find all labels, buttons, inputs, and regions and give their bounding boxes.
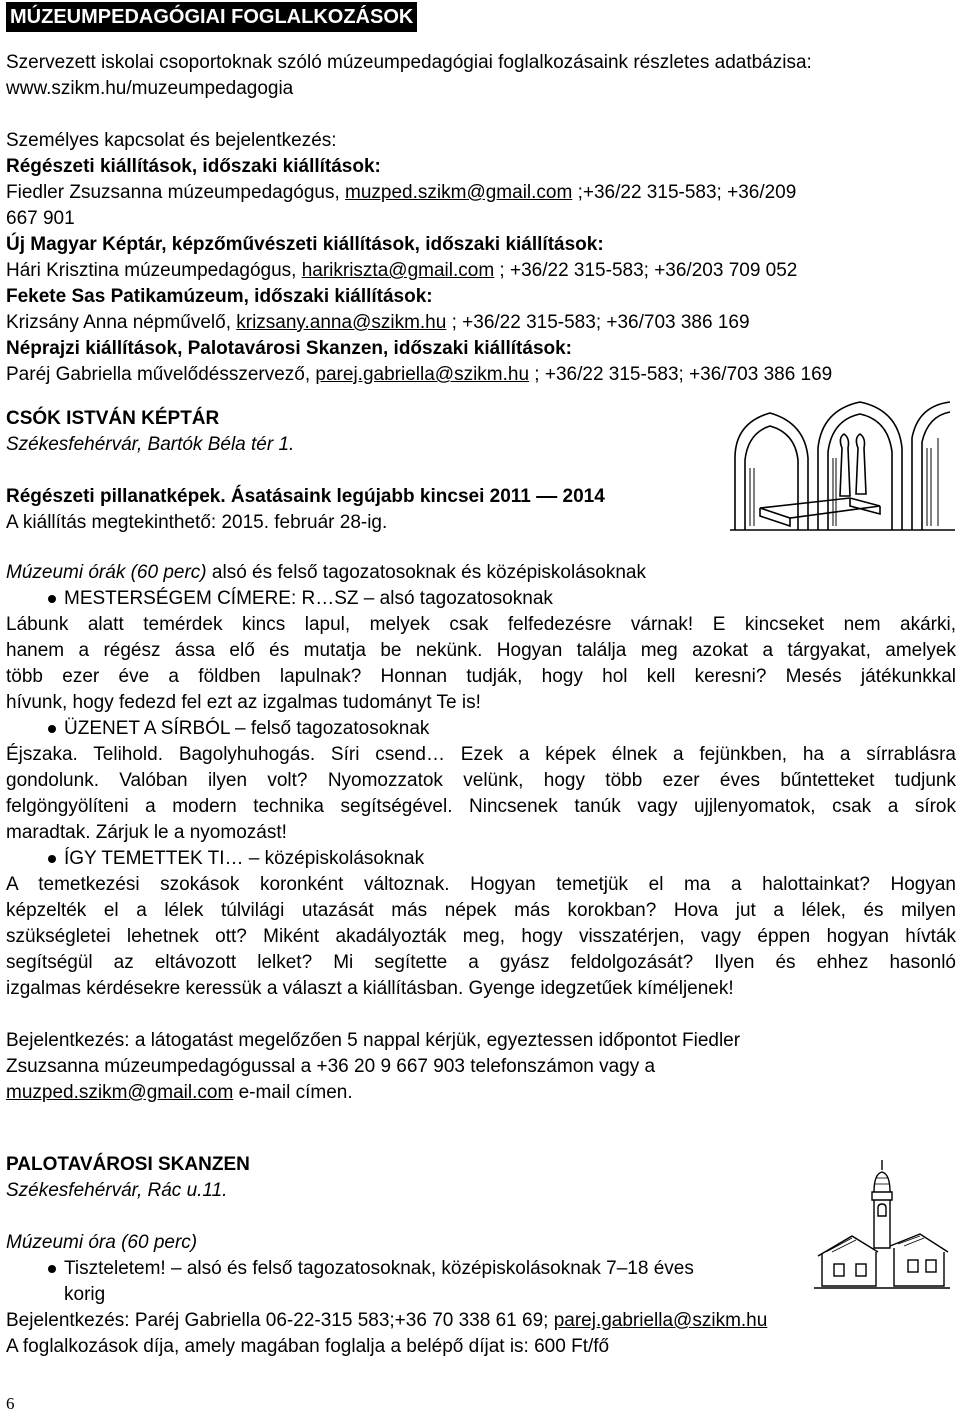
program-desc: szükségletei lehetnek ott? Miként akadályozták meg, hogy visszatérjen, vagy éppen hogyan hívták [6, 926, 956, 947]
intro-text: Szervezett iskolai csoportoknak szóló múzeumpedagógiai foglalkozásaink részletes adatbázisa: [6, 52, 812, 73]
contact-section-title: Néprajzi kiállítások, Palotavárosi Skanzen, időszaki kiállítások: [6, 338, 573, 359]
csok-title: CSÓK ISTVÁN KÉPTÁR [6, 408, 220, 429]
program-desc: segítségül az eltávozott lelket? Mi segítette a gyász feldolgozását? Ilyen és ehhez hasonló [6, 952, 956, 973]
email-link[interactable]: muzped.szikm@gmail.com [6, 1082, 234, 1103]
email-link[interactable]: harikriszta@gmail.com [301, 260, 495, 281]
database-link[interactable]: www.szikm.hu/muzeumpedagogia [6, 78, 294, 99]
program-item: ÍGY TEMETTEK TI… – középiskolásoknak [64, 846, 424, 872]
program-desc: képzelték el a lélek túlvilági utazását más népek más korokban? Hova jut a lélek, és milyen [6, 900, 956, 921]
booking-text: muzped.szikm@gmail.com e-mail címen. [6, 1082, 353, 1103]
program-desc: felgöngyölíteni a modern technika segítségével. Nincsenek tanúk vagy ujjlenyomatok, csak a sírok [6, 796, 956, 817]
program-audience-cont: korig [64, 1284, 106, 1305]
skanzen-title: PALOTAVÁROSI SKANZEN [6, 1154, 250, 1175]
email-link[interactable]: krizsany.anna@szikm.hu [236, 312, 447, 333]
program-desc: hívunk, hogy fedezd fel ezt az izgalmas tudományt Te is! [6, 692, 481, 713]
contact-phone-cont: 667 901 [6, 208, 75, 229]
email-link[interactable]: parej.gabriella@szikm.hu [553, 1310, 768, 1331]
exhibit-title: Régészeti pillanatképek. Ásatásaink legújabb kincsei 2011 2014 [6, 486, 605, 507]
skanzen-address: Székesfehérvár, Rác u.11. [6, 1180, 228, 1201]
skanzen-fee: A foglalkozások díja, amely magában foglalja a belépő díjat is: 600 Ft/fő [6, 1336, 610, 1357]
skanzen-lesson-intro: Múzeumi óra (60 perc) [6, 1232, 198, 1253]
church-village-illustration [812, 1156, 952, 1296]
program-desc: Lábunk alatt temérdek kincs lapul, melyek csak felfedezésre várnak! E kincseket nem akárki, [6, 614, 956, 635]
booking-text: Zsuzsanna múzeumpedagógussal a +36 20 9 667 903 telefonszámon vagy a [6, 1056, 656, 1077]
bullet-icon [48, 855, 56, 863]
contact-line: Fiedler Zsuzsanna múzeumpedagógus, muzped.szikm@gmail.com ;+36/22 315-583; +36/209 [6, 182, 797, 203]
bullet-icon [48, 1265, 56, 1273]
program-desc: izgalmas kérdésekre keressük a választ a kiállításban. Gyenge idegzetűek kíméljenek! [6, 978, 734, 999]
contact-heading: Személyes kapcsolat és bejelentkezés: [6, 130, 337, 151]
contact-line: Paréj Gabriella művelődésszervező, parej.gabriella@szikm.hu ; +36/22 315-583; +36/703 386 169 [6, 364, 833, 385]
program-desc: több ezer éve a földben lapulnak? Honnan tudják, hogy hol kell keresni? Mesés játékunkkal [6, 666, 956, 687]
program-desc: gondolunk. Valóban ilyen volt? Nyomozzatok velünk, hogy több ezer éves bűntetteket tudjunk [6, 770, 956, 791]
contact-section-title: Fekete Sas Patikamúzeum, időszaki kiállítások: [6, 286, 433, 307]
contact-section-title: Új Magyar Képtár, képzőművészeti kiállítások, időszaki kiállítások: [6, 234, 604, 255]
bullet-icon [48, 725, 56, 733]
contact-section-title: Régészeti kiállítások, időszaki kiállítások: [6, 156, 381, 177]
program-desc: A temetkezési szokások koronként változnak. Hogyan temetjük el ma a halottainkat? Hogyan [6, 874, 956, 895]
page-banner: MÚZEUMPEDAGÓGIAI FOGLALKOZÁSOK [6, 2, 417, 32]
program-desc: hanem a régész ássa elő és mutatja be nekünk. Hogyan találja meg azokat a tárgyakat, amelyek [6, 640, 956, 661]
program-item: Tiszteletem! – alsó és felső tagozatosoknak, középiskolásoknak 7–18 éves [64, 1256, 694, 1282]
program-desc: maradtak. Zárjuk le a nyomozást! [6, 822, 287, 843]
program-item: MESTERSÉGEM CÍMERE: R…SZ – alsó tagozatosoknak [64, 586, 553, 612]
email-link[interactable]: muzped.szikm@gmail.com [345, 182, 573, 203]
gallery-arches-illustration [730, 398, 955, 533]
contact-line: Krizsány Anna népművelő, krizsany.anna@szikm.hu ; +36/22 315-583; +36/703 386 169 [6, 312, 750, 333]
page-number: 6 [6, 1394, 15, 1413]
contact-line: Hári Krisztina múzeumpedagógus, harikriszta@gmail.com ; +36/22 315-583; +36/203 709 052 [6, 260, 798, 281]
program-desc: Éjszaka. Telihold. Bagolyhuhogás. Síri csend… Ezek a képek élnek a fejünkben, ha a sírrablásra [6, 744, 956, 765]
bullet-icon [48, 595, 56, 603]
skanzen-booking: Bejelentkezés: Paréj Gabriella 06-22-315 583;+36 70 338 61 69; parej.gabriella@szikm.hu [6, 1310, 768, 1331]
booking-text: Bejelentkezés: a látogatást megelőzően 5 nappal kérjük, egyeztessen időpontot Fiedler [6, 1030, 741, 1051]
email-link[interactable]: parej.gabriella@szikm.hu [315, 364, 530, 385]
csok-address: Székesfehérvár, Bartók Béla tér 1. [6, 434, 295, 455]
lesson-intro: Múzeumi órák (60 perc) alsó és felső tagozatosoknak és középiskolásoknak [6, 562, 646, 583]
exhibit-dates: A kiállítás megtekinthető: 2015. február 28-ig. [6, 512, 388, 533]
program-item: ÜZENET A SÍRBÓL – felső tagozatosoknak [64, 716, 429, 742]
